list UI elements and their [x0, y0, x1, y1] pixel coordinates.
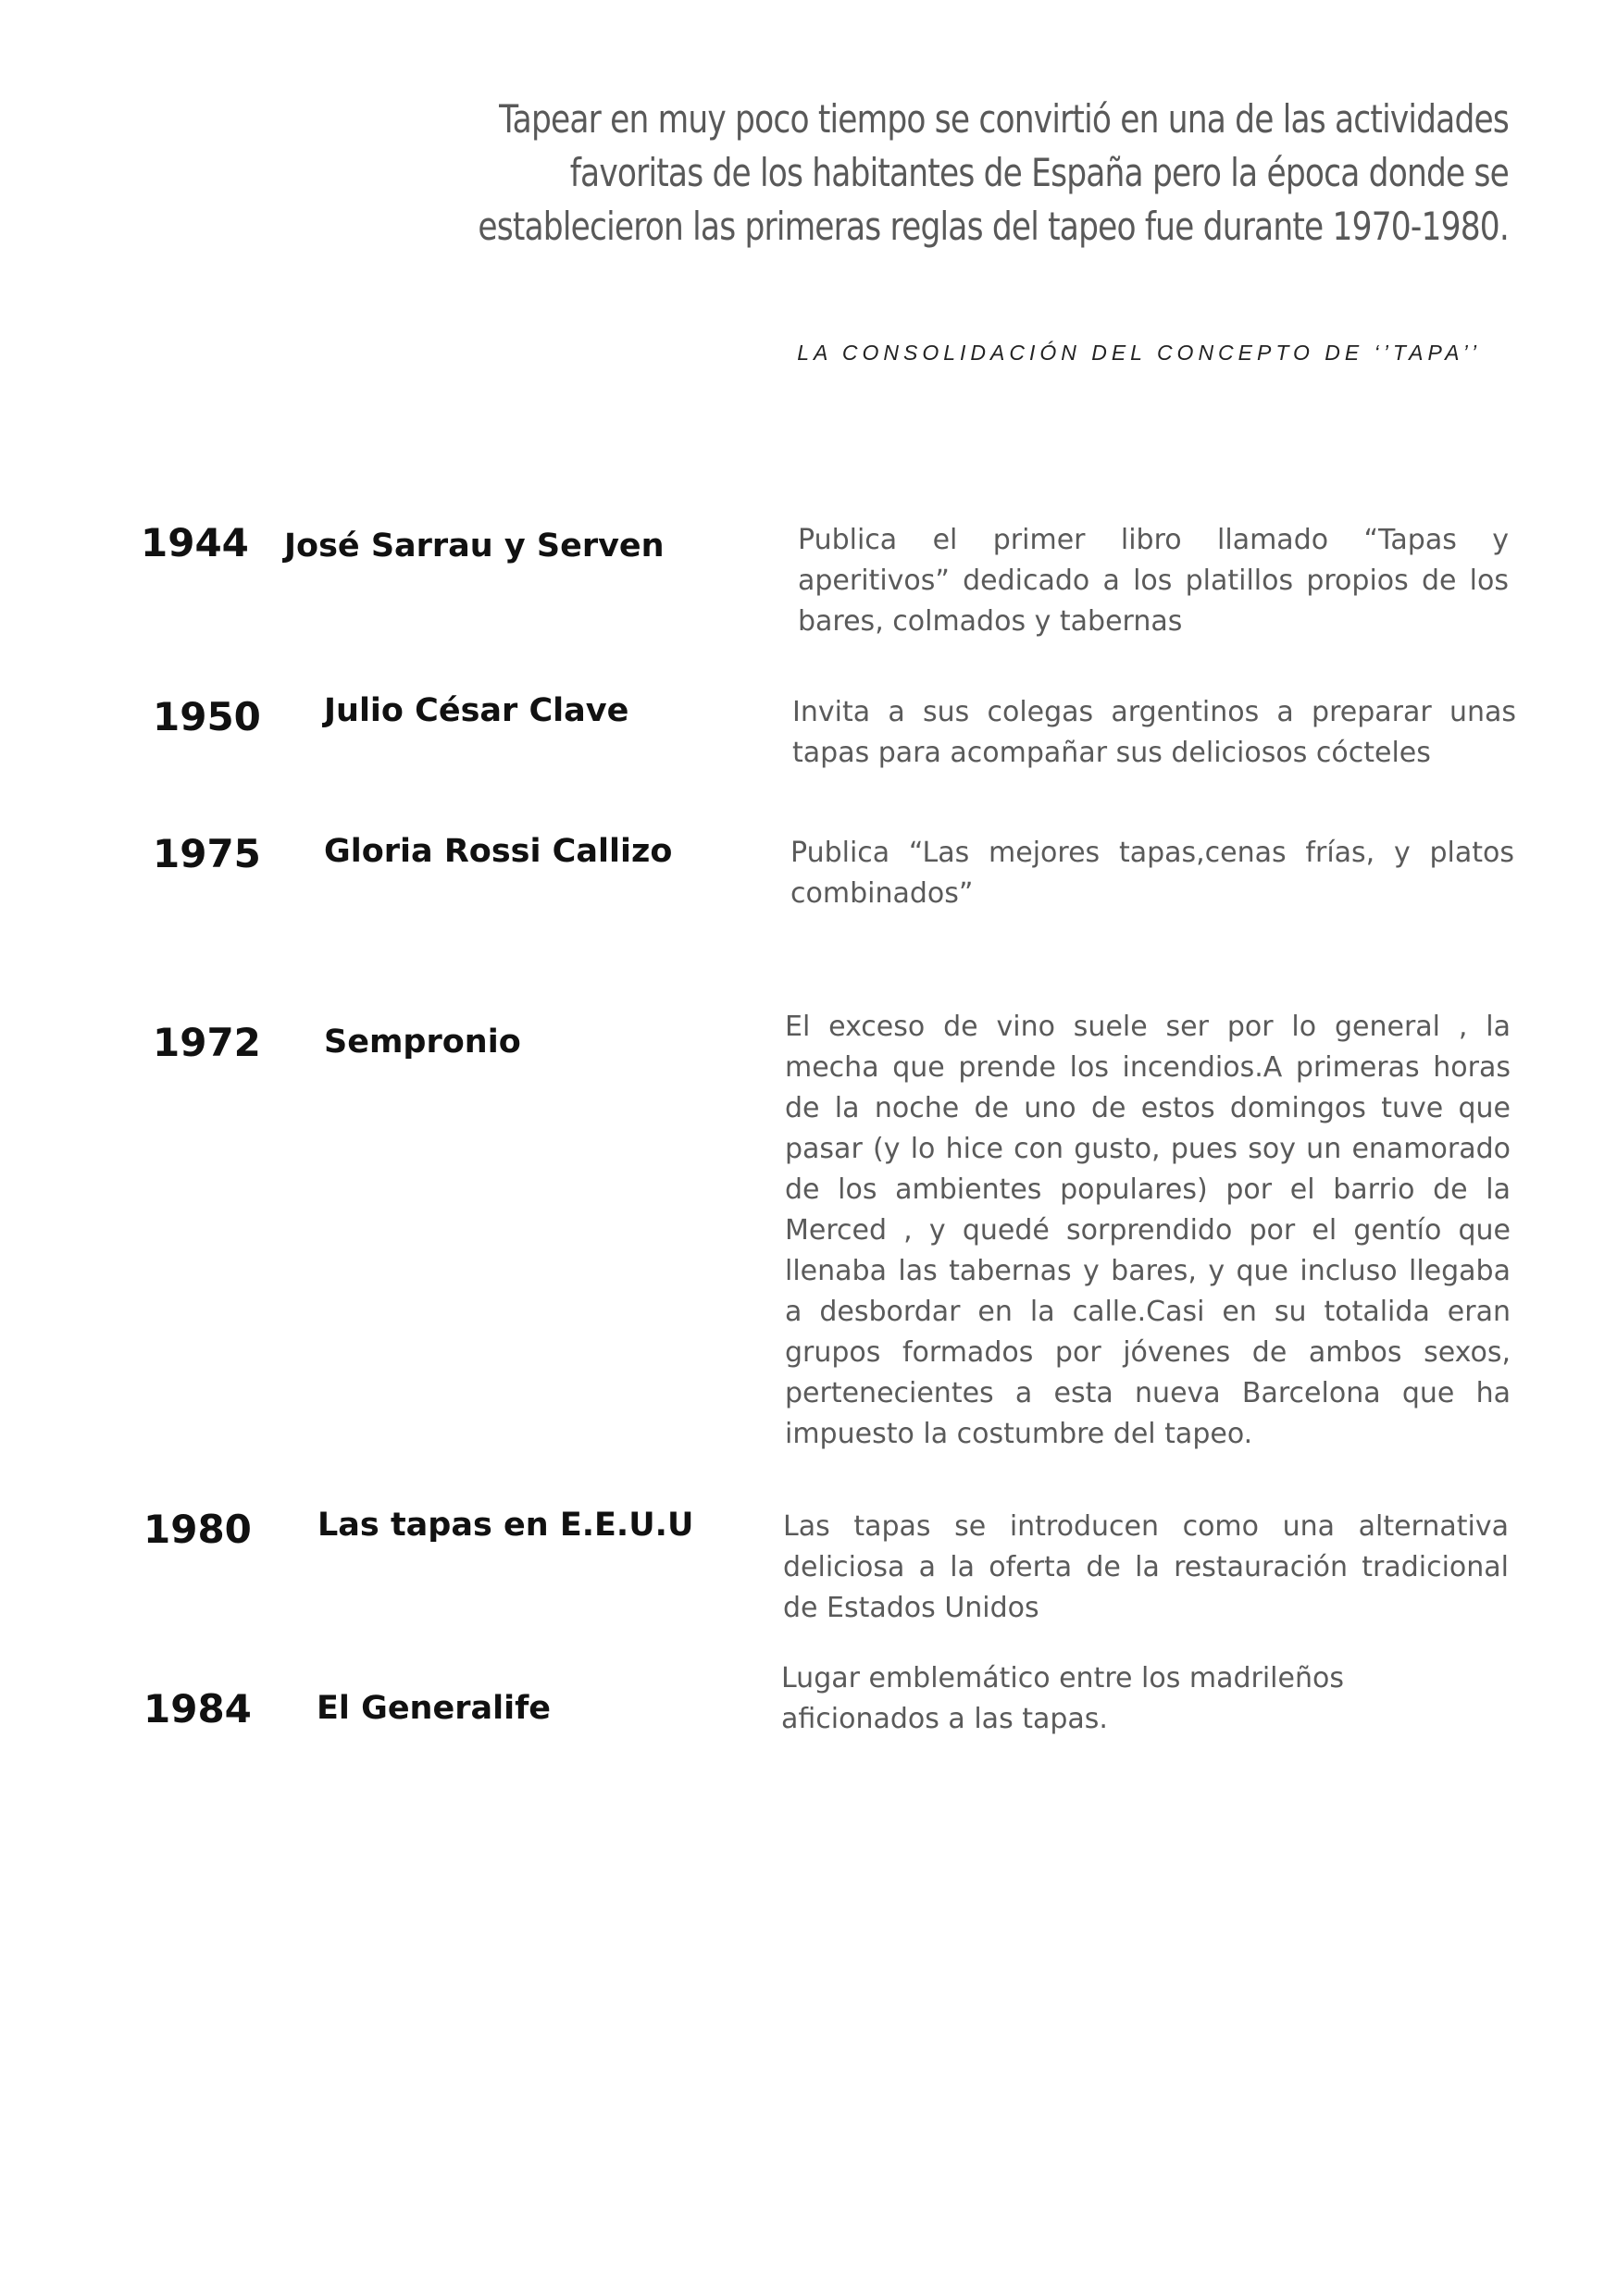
entry-name: José Sarrau y Serven: [284, 527, 665, 565]
entry-description: Publica “Las mejores tapas,cenas frías, y platos combinados”: [790, 837, 1514, 910]
entry-description: Las tapas se introducen como una alternativa deliciosa a la oferta de la restauración tradicional de Estados Unidos: [783, 1510, 1509, 1624]
entry-description: El exceso de vino suele ser por lo general , la mecha que prende los incendios.A primeras horas de la noche de uno de estos domingos tuve que pasar (y lo hice con gusto, pues soy un enamorado de los ambientes populares) por el barrio de la Merced , y quedé sorprendido por el gentío que llenaba las tabernas y bares, y que incluso llegaba a desbordar en la calle.Casi en su totalida eran grupos formados por jóvenes de ambos sexos, pertenecientes a esta nueva Barcelona que ha impuesto la costumbre del tapeo.: [785, 1011, 1511, 1450]
entry-year: 1975: [153, 831, 261, 876]
entry-description: Invita a sus colegas argentinos a preparar unas tapas para acompañar sus deliciosos cócteles: [792, 696, 1516, 769]
entry-year: 1980: [143, 1507, 252, 1552]
entry-description: Lugar emblemático entre los madrileños aficionados a las tapas.: [781, 1662, 1344, 1735]
entry-year: 1944: [141, 520, 249, 565]
entry-name: Sempronio: [324, 1024, 521, 1061]
intro-paragraph: Tapear en muy poco tiempo se convirtió en una de las actividades favoritas de los habitantes de España pero la época donde se establecieron las primeras reglas del tapeo fue durante 1970-1980.: [478, 96, 1509, 249]
entry-name: Julio César Clave: [324, 692, 629, 729]
section-subtitle: LA CONSOLIDACIÓN DEL CONCEPTO DE ‘’TAPA’’: [797, 341, 1481, 365]
entry-year: 1950: [153, 694, 261, 739]
entry-name: Las tapas en E.E.U.U: [317, 1507, 694, 1544]
entry-year: 1984: [143, 1686, 252, 1731]
entry-year: 1972: [153, 1020, 261, 1065]
entry-name: El Generalife: [317, 1690, 552, 1727]
entry-name: Gloria Rossi Callizo: [324, 833, 673, 870]
entry-description: Publica el primer libro llamado “Tapas y aperitivos” dedicado a los platillos propios de los bares, colmados y tabernas: [798, 524, 1509, 638]
